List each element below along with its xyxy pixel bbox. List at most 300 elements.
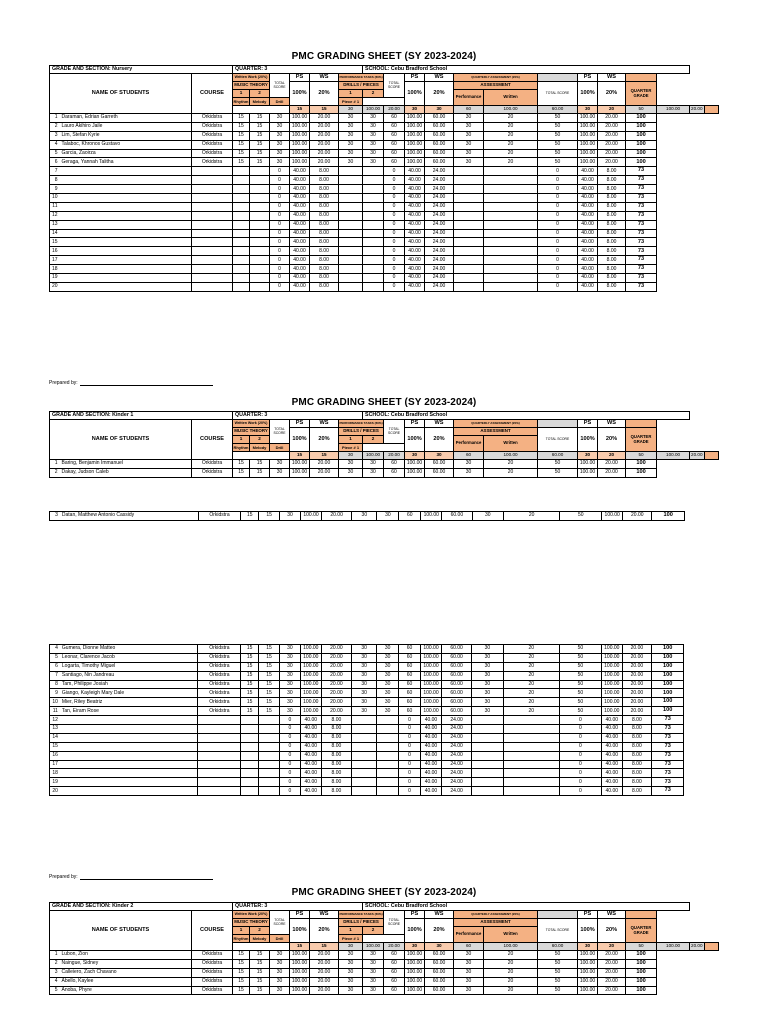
prepared-by (49, 874, 213, 880)
score-cell: 100.00 (405, 131, 425, 140)
quarter-grade-cell: 100 (626, 986, 657, 995)
score-cell (250, 238, 270, 247)
score-cell: 30 (472, 512, 503, 521)
score-cell: 100.00 (601, 698, 622, 707)
grade-section-label: GRADE AND SECTION: Nursery (50, 66, 233, 74)
performance-tasks-header: PERFORMANCE TASKS (60%) (339, 911, 384, 919)
score-cell (503, 733, 559, 742)
score-cell: 100.00 (300, 680, 321, 689)
score-cell: 30 (270, 977, 290, 986)
score-cell (233, 229, 250, 238)
assessment-header: ASSESSMENT (454, 82, 538, 90)
drills-pieces-header: DRILLS / PIECES (339, 919, 384, 927)
score-cell (233, 282, 250, 291)
score-cell: 0 (270, 265, 290, 274)
row-number: 12 (50, 211, 59, 220)
score-cell: 40.00 (421, 760, 442, 769)
score-cell: 0 (279, 778, 300, 787)
score-cell: 30 (280, 512, 301, 521)
course-cell (192, 229, 233, 238)
score-cell: 20 (484, 460, 538, 469)
table-row (50, 140, 719, 149)
score-cell (352, 725, 377, 734)
score-cell: 40.00 (421, 787, 442, 796)
quarter-grade-cell: 100 (626, 131, 657, 140)
score-cell (363, 211, 384, 220)
score-cell: 40.00 (578, 247, 598, 256)
score-cell: 24.00 (441, 778, 471, 787)
score-cell: 24.00 (441, 742, 471, 751)
score-cell: 8.00 (622, 742, 651, 751)
score-cell (339, 238, 363, 247)
score-cell: 100.00 (405, 140, 425, 149)
table-cell (704, 452, 718, 460)
item-number: 1 (233, 436, 250, 444)
score-cell: 100.00 (300, 645, 321, 654)
score-cell: 30 (270, 122, 290, 131)
score-cell: 0 (560, 760, 602, 769)
score-cell: 20 (503, 645, 559, 654)
score-cell: 40.00 (601, 751, 622, 760)
score-cell: 30 (279, 671, 300, 680)
row-number: 20 (50, 787, 59, 796)
score-cell: 30 (339, 986, 363, 995)
score-cell: 20.00 (598, 149, 626, 158)
total-score-header: TOTAL SCORE (384, 420, 405, 444)
table-row (50, 662, 719, 671)
score-cell (233, 265, 250, 274)
row-number: 2 (50, 122, 59, 131)
score-cell: 0 (279, 769, 300, 778)
score-cell: 30 (454, 149, 484, 158)
score-cell: 20 (484, 986, 538, 995)
score-cell: 30 (377, 653, 399, 662)
score-cell: 20 (484, 114, 538, 123)
score-cell: 0 (279, 787, 300, 796)
ws-header: WS (310, 911, 339, 919)
name-of-students-header: NAME OF STUDENTS (50, 420, 192, 460)
row-number: 11 (50, 202, 59, 211)
ws-header: WS (310, 74, 339, 82)
pct-header: 20% (425, 919, 454, 943)
score-cell: 30 (270, 140, 290, 149)
item-number: 1 (233, 90, 250, 98)
score-cell: 15 (250, 968, 270, 977)
row-number: 16 (50, 247, 59, 256)
highest-score-cell: 20.00 (690, 106, 704, 114)
score-cell: 20.00 (310, 959, 339, 968)
score-cell: 15 (233, 951, 250, 960)
student-name (59, 733, 198, 742)
score-cell (250, 211, 270, 220)
score-cell: 15 (259, 698, 280, 707)
score-cell: 24.00 (425, 194, 454, 203)
score-cell: 40.00 (421, 751, 442, 760)
score-cell: 24.00 (425, 211, 454, 220)
score-cell: 0 (270, 238, 290, 247)
score-cell: 30 (279, 645, 300, 654)
score-cell: 8.00 (310, 194, 339, 203)
score-cell: 40.00 (290, 229, 310, 238)
score-cell (233, 256, 250, 265)
course-cell: Orkidstra (192, 977, 233, 986)
course-header: COURSE (192, 911, 233, 951)
score-cell: 30 (339, 158, 363, 167)
highest-score-cell: 60.00 (538, 943, 578, 951)
score-cell: 0 (538, 238, 578, 247)
score-cell: 100.00 (300, 689, 321, 698)
table-row (50, 122, 719, 131)
score-cell: 60 (384, 158, 405, 167)
score-cell: 60 (384, 122, 405, 131)
score-cell: 50 (560, 653, 602, 662)
drill-header: Drill (270, 98, 290, 106)
score-cell (454, 202, 484, 211)
score-cell: 60.00 (425, 468, 454, 477)
row-number: 4 (50, 645, 59, 654)
melody-header: Melody (250, 98, 270, 106)
table-cell (233, 106, 290, 114)
score-cell: 15 (233, 122, 250, 131)
row-number: 4 (50, 977, 59, 986)
quarter-grade-cell: 100 (652, 512, 684, 521)
prepared-by (49, 380, 213, 386)
score-cell: 30 (270, 986, 290, 995)
score-cell: 50 (538, 977, 578, 986)
course-cell: Orkidstra (192, 968, 233, 977)
score-cell: 30 (270, 158, 290, 167)
score-cell (259, 760, 280, 769)
course-cell (198, 787, 241, 796)
quarter-grade-cell: 100 (652, 653, 684, 662)
score-cell: 20.00 (321, 689, 351, 698)
course-cell (192, 167, 233, 176)
score-cell: 40.00 (405, 229, 425, 238)
score-cell: 0 (538, 194, 578, 203)
score-cell: 30 (352, 645, 377, 654)
highest-score-cell: 30 (578, 452, 598, 460)
score-cell: 40.00 (421, 725, 442, 734)
piece-header: Piece # 1 (339, 935, 363, 943)
score-cell: 40.00 (290, 220, 310, 229)
written-work-header: Written Work (20%) (233, 420, 270, 428)
score-cell: 20.00 (310, 122, 339, 131)
row-number: 20 (50, 282, 59, 291)
score-cell: 30 (454, 131, 484, 140)
score-cell: 100.00 (578, 158, 598, 167)
score-cell: 15 (233, 968, 250, 977)
score-cell (454, 220, 484, 229)
course-cell: Orkidstra (198, 662, 241, 671)
score-cell: 15 (233, 986, 250, 995)
score-cell: 0 (560, 742, 602, 751)
score-cell: 20.00 (310, 951, 339, 960)
score-cell (352, 742, 377, 751)
row-number: 6 (50, 662, 59, 671)
score-cell: 0 (538, 256, 578, 265)
score-cell: 50 (560, 698, 602, 707)
score-cell: 30 (352, 512, 377, 521)
score-cell: 30 (454, 468, 484, 477)
total-score-header: TOTAL SCORE (538, 919, 578, 943)
score-cell: 8.00 (310, 265, 339, 274)
pct-header: 100% (290, 919, 310, 943)
score-cell: 50 (560, 671, 602, 680)
highest-score-cell: 20 (598, 452, 626, 460)
score-cell: 40.00 (300, 716, 321, 725)
score-cell: 15 (241, 671, 259, 680)
score-cell: 60.00 (425, 149, 454, 158)
score-cell: 50 (538, 114, 578, 123)
score-cell: 40.00 (290, 176, 310, 185)
score-cell: 8.00 (321, 760, 351, 769)
score-cell: 0 (399, 778, 421, 787)
item-number: 1 (233, 927, 250, 935)
score-cell: 24.00 (425, 202, 454, 211)
score-cell (259, 787, 280, 796)
score-cell: 100.00 (421, 680, 442, 689)
score-cell: 8.00 (598, 220, 626, 229)
score-cell: 30 (339, 114, 363, 123)
score-cell: 24.00 (425, 185, 454, 194)
score-cell: 40.00 (300, 733, 321, 742)
quarter-grade-cell: 73 (626, 265, 657, 274)
score-cell: 8.00 (622, 787, 651, 796)
pct-header: 20% (425, 428, 454, 452)
score-cell: 100.00 (578, 460, 598, 469)
score-cell: 24.00 (425, 167, 454, 176)
score-cell: 100.00 (578, 131, 598, 140)
student-name (59, 247, 192, 256)
grade-section-label: GRADE AND SECTION: Kinder 2 (50, 903, 233, 911)
score-cell (454, 256, 484, 265)
score-cell: 30 (454, 460, 484, 469)
score-cell: 8.00 (321, 787, 351, 796)
score-cell: 15 (233, 158, 250, 167)
score-cell: 40.00 (290, 256, 310, 265)
score-cell (233, 194, 250, 203)
score-cell: 20.00 (598, 131, 626, 140)
score-cell (472, 742, 503, 751)
score-cell (339, 211, 363, 220)
item-number: 1 (339, 436, 363, 444)
score-cell: 100.00 (601, 645, 622, 654)
score-cell: 0 (279, 742, 300, 751)
score-cell: 60.00 (441, 707, 471, 716)
table-row (50, 725, 719, 734)
quarterly-assessment-header: QUARTERLY ASSESSMENT (20%) (454, 911, 538, 919)
row-number: 6 (50, 158, 59, 167)
score-cell (454, 176, 484, 185)
assessment-header: ASSESSMENT (454, 428, 538, 436)
score-cell: 8.00 (622, 716, 651, 725)
student-name (59, 185, 192, 194)
score-cell: 15 (259, 512, 280, 521)
score-cell: 40.00 (601, 725, 622, 734)
score-cell (472, 760, 503, 769)
score-cell (339, 194, 363, 203)
score-cell: 0 (384, 274, 405, 283)
music-theory-header: MUSIC THEORY (233, 82, 270, 90)
row-number: 4 (50, 140, 59, 149)
quarter-grade-cell: 100 (652, 680, 684, 689)
score-cell: 60 (384, 959, 405, 968)
highest-score-cell: 30 (339, 452, 363, 460)
score-cell: 50 (560, 662, 602, 671)
score-cell: 0 (399, 742, 421, 751)
score-cell (484, 247, 538, 256)
score-cell: 100.00 (578, 140, 598, 149)
student-name: Anoba, Phyre (59, 986, 192, 995)
score-cell (363, 256, 384, 265)
student-name (59, 778, 198, 787)
course-cell (198, 742, 241, 751)
drill-header: Drill (270, 935, 290, 943)
highest-score-cell: 100.00 (484, 452, 538, 460)
quarterly-assessment-header: QUARTERLY ASSESSMENT (20%) (454, 420, 538, 428)
score-cell: 0 (560, 778, 602, 787)
table-cell (538, 74, 578, 82)
piece-header: Piece # 1 (339, 444, 363, 452)
score-cell: 30 (454, 959, 484, 968)
table-cell (626, 911, 657, 919)
score-cell: 100.00 (421, 671, 442, 680)
score-cell: 0 (384, 256, 405, 265)
item-number: 1 (339, 90, 363, 98)
score-cell: 60.00 (425, 131, 454, 140)
score-cell: 100.00 (290, 122, 310, 131)
score-cell: 20 (503, 680, 559, 689)
score-cell: 30 (270, 460, 290, 469)
score-cell: 0 (538, 185, 578, 194)
grading-table-nursery (49, 65, 719, 292)
row-number: 15 (50, 742, 59, 751)
course-cell (192, 194, 233, 203)
table-row (50, 671, 719, 680)
score-cell: 0 (279, 751, 300, 760)
highest-score-cell: 50 (626, 452, 657, 460)
score-cell: 20.00 (598, 158, 626, 167)
score-cell: 40.00 (405, 220, 425, 229)
score-cell: 100.00 (290, 959, 310, 968)
row-number: 12 (50, 716, 59, 725)
score-cell: 24.00 (425, 265, 454, 274)
score-cell: 0 (279, 733, 300, 742)
score-cell: 0 (560, 787, 602, 796)
score-cell: 8.00 (310, 238, 339, 247)
score-cell (363, 229, 384, 238)
score-cell: 40.00 (300, 778, 321, 787)
score-cell: 40.00 (405, 167, 425, 176)
score-cell: 60.00 (425, 986, 454, 995)
score-cell: 30 (377, 645, 399, 654)
student-name: Giango, Kayleigh Mary Dale (59, 689, 198, 698)
score-cell: 30 (339, 140, 363, 149)
score-cell: 100.00 (290, 140, 310, 149)
grading-table-kinder-1 (49, 411, 719, 478)
score-cell: 40.00 (578, 220, 598, 229)
score-cell: 8.00 (598, 247, 626, 256)
student-name (59, 716, 198, 725)
score-cell: 30 (454, 968, 484, 977)
score-cell: 15 (250, 468, 270, 477)
table-row (50, 229, 719, 238)
table-row (50, 247, 719, 256)
score-cell: 15 (250, 114, 270, 123)
sheet-title: PMC GRADING SHEET (SY 2023-2024) (291, 51, 477, 62)
score-cell: 100.00 (405, 460, 425, 469)
score-cell: 15 (233, 140, 250, 149)
course-cell: Orkidstra (198, 707, 241, 716)
score-cell: 20.00 (310, 158, 339, 167)
score-cell (241, 751, 259, 760)
written-header: Written (484, 90, 538, 106)
course-cell: Orkidstra (198, 645, 241, 654)
quarter-grade-cell: 73 (626, 167, 657, 176)
score-cell (250, 282, 270, 291)
table-row (50, 742, 719, 751)
score-cell: 20 (503, 698, 559, 707)
header-row (50, 66, 719, 74)
score-cell (250, 265, 270, 274)
score-cell: 8.00 (622, 769, 651, 778)
performance-tasks-header: PERFORMANCE TASKS (60%) (339, 420, 384, 428)
quarter-grade-cell: 100 (626, 149, 657, 158)
score-cell: 40.00 (578, 238, 598, 247)
score-cell: 40.00 (300, 787, 321, 796)
quarter-grade-cell: 73 (626, 229, 657, 238)
score-cell (484, 238, 538, 247)
score-cell: 100.00 (290, 977, 310, 986)
table-row (50, 265, 719, 274)
student-name (59, 742, 198, 751)
score-cell: 30 (363, 977, 384, 986)
score-cell: 20.00 (623, 512, 652, 521)
score-cell: 60.00 (425, 460, 454, 469)
table-cell (626, 420, 657, 428)
school-label: SCHOOL: Cebu Bradford School (363, 412, 690, 420)
row-number: 2 (50, 959, 59, 968)
table-row (50, 274, 719, 283)
row-number: 3 (50, 512, 59, 521)
score-cell: 20 (484, 951, 538, 960)
row-number: 5 (50, 653, 59, 662)
table-cell (538, 420, 578, 428)
score-cell: 40.00 (405, 194, 425, 203)
rhythm-header: Rhythm (233, 935, 249, 941)
student-name: Talaboc, Khronos Gustavo (59, 140, 192, 149)
row-number: 14 (50, 229, 59, 238)
score-cell (363, 176, 384, 185)
row-number: 11 (50, 707, 59, 716)
table-row (50, 707, 719, 716)
course-cell (198, 769, 241, 778)
table-row (50, 698, 719, 707)
sheet-title: PMC GRADING SHEET (SY 2023-2024) (291, 397, 477, 408)
highest-score-cell: 20 (598, 943, 626, 951)
total-score-header: TOTAL SCORE (270, 911, 290, 935)
header-row (50, 903, 719, 911)
score-cell: 100.00 (601, 671, 622, 680)
score-cell: 0 (538, 247, 578, 256)
ps-header: PS (405, 74, 425, 82)
highest-score-cell: 30 (339, 943, 363, 951)
score-cell: 15 (250, 977, 270, 986)
score-cell: 15 (241, 689, 259, 698)
score-cell: 100.00 (290, 131, 310, 140)
score-cell (503, 760, 559, 769)
score-cell: 30 (339, 959, 363, 968)
